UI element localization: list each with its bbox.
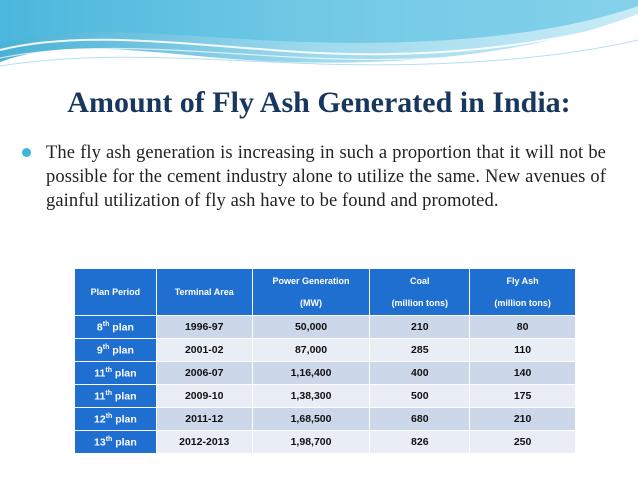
power-cell: 87,000	[252, 339, 370, 362]
fly-ash-cell: 210	[470, 408, 576, 431]
plan-label: 9th plan	[75, 339, 157, 362]
terminal-area-cell: 2011-12	[156, 408, 252, 431]
table-row	[75, 431, 576, 454]
table-row	[75, 408, 576, 431]
power-cell: 1,98,700	[252, 431, 370, 454]
plan-label: 13th plan	[75, 431, 157, 454]
slide-title: Amount of Fly Ash Generated in India:	[67, 86, 571, 119]
power-cell: 50,000	[252, 316, 370, 339]
fly-ash-cell: 175	[470, 385, 576, 408]
table-row	[75, 362, 576, 385]
terminal-area-cell: 2006-07	[156, 362, 252, 385]
plan-label: 11th plan	[75, 362, 157, 385]
header-plan-period: Plan Period	[75, 269, 157, 316]
plan-label: 8th plan	[75, 316, 157, 339]
power-cell: 1,68,500	[252, 408, 370, 431]
plan-label: 12th plan	[75, 408, 157, 431]
coal-cell: 400	[370, 362, 470, 385]
plan-label: 11th plan	[75, 385, 157, 408]
bullet-text: The fly ash generation is increasing in such a proportion that it will not be possible for the cement industry alone to utilize the same. New avenues of gainful utilization of fly ash have to be found and promoted.	[46, 143, 606, 211]
coal-cell: 285	[370, 339, 470, 362]
table-row	[75, 316, 576, 339]
table-header-row	[75, 269, 576, 316]
terminal-area-cell: 2009-10	[156, 385, 252, 408]
coal-cell: 826	[370, 431, 470, 454]
header-terminal-area: Terminal Area	[156, 269, 252, 316]
fly-ash-cell: 80	[470, 316, 576, 339]
header-coal: Coal (million tons)	[370, 269, 470, 316]
header-power-generation: Power Generation (MW)	[252, 269, 370, 316]
decorative-wave-header	[0, 0, 638, 80]
header-fly-ash: Fly Ash (million tons)	[470, 269, 576, 316]
fly-ash-cell: 110	[470, 339, 576, 362]
coal-cell: 500	[370, 385, 470, 408]
terminal-area-cell: 1996-97	[156, 316, 252, 339]
table-row	[75, 339, 576, 362]
coal-cell: 210	[370, 316, 470, 339]
terminal-area-cell: 2001-02	[156, 339, 252, 362]
table-row	[75, 385, 576, 408]
power-cell: 1,38,300	[252, 385, 370, 408]
bullet-dot-icon	[22, 148, 31, 157]
fly-ash-table	[74, 268, 576, 454]
power-cell: 1,16,400	[252, 362, 370, 385]
fly-ash-cell: 250	[470, 431, 576, 454]
coal-cell: 680	[370, 408, 470, 431]
fly-ash-cell: 140	[470, 362, 576, 385]
terminal-area-cell: 2012-2013	[156, 431, 252, 454]
